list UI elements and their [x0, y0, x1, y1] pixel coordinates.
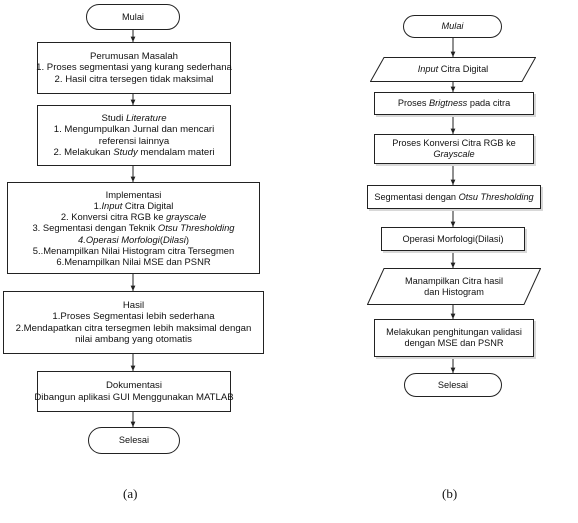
b-convert-label-cont: Grayscale: [433, 149, 475, 159]
a-implementation-item-3: 3. Segmentasi dengan Teknik Otsu Thresholding: [32, 222, 235, 234]
b-brightness-box: [374, 92, 534, 115]
b-segment-label: Segmentasi dengan Otsu Thresholding: [374, 191, 534, 202]
a-implementation-item-1: 1.Input Citra Digital: [93, 200, 174, 212]
b-validate-label: Melakukan penghitungan validasi: [386, 327, 522, 338]
b-start-label: Mulai: [441, 21, 464, 32]
b-convert-label: Proses Konversi Citra RGB ke: [392, 138, 516, 149]
b-brightness-label: Proses Brigtness pada citra: [397, 98, 511, 109]
a-literature-item-2: 2. Melakukan Study mendalam materi: [53, 146, 215, 158]
a-documentation-text: Dibangun aplikasi GUI Menggunakan MATLAB: [34, 391, 234, 403]
b-display-label: Manampilkan Citra hasil: [404, 275, 504, 286]
a-documentation-box: [34, 371, 234, 412]
a-problem-item-2: 2. Hasil citra tersegen tidak maksimal: [54, 73, 214, 85]
b-segment-box: [367, 185, 541, 209]
a-literature-item-1-cont: referensi lainnya: [98, 135, 170, 147]
a-literature-item-1: 1. Mengumpulkan Jurnal dan mencari: [53, 124, 215, 136]
caption-b: (b): [442, 486, 458, 501]
b-input-label: Input Citra Digital: [417, 64, 489, 75]
b-convert-box: [374, 134, 534, 164]
a-implementation-item-4: 4.Operasi Morfologi(Dilasi): [78, 233, 189, 245]
b-end-label: Selesai: [437, 379, 469, 390]
a-implementation-box: [7, 182, 260, 274]
b-input-data-shape: [370, 57, 536, 82]
a-result-item-1: 1.Proses Segmentasi lebih sederhana: [52, 311, 215, 323]
a-implementation-item-5: 5..Menampilkan Nilai Histogram citra Tersegmen: [32, 244, 235, 256]
b-validate-label-cont: dengan MSE dan PSNR: [404, 338, 504, 348]
b-start-terminal: [403, 15, 502, 38]
a-start-label: Mulai: [122, 11, 144, 22]
a-end-label: Selesai: [118, 435, 150, 446]
b-morph-box: [381, 227, 525, 251]
a-literature-box: [37, 105, 231, 166]
b-display-label-cont: dan Histogram: [424, 286, 484, 297]
b-display-data-shape: [367, 268, 541, 305]
a-problem-box: [37, 42, 231, 94]
b-validate-box: [374, 319, 534, 357]
a-end-terminal: [88, 427, 180, 454]
a-result-box: [3, 291, 264, 354]
a-documentation-title: Dokumentasi: [106, 380, 162, 392]
a-problem-item-1: 1. Proses segmentasi yang kurang sederhana: [36, 62, 232, 74]
a-result-title: Hasil: [122, 299, 145, 311]
caption-a: (a): [123, 486, 138, 501]
a-implementation-item-6: 6.Menampilkan Nilai MSE dan PSNR: [56, 255, 211, 267]
b-morph-label: Operasi Morfologi(Dilasi): [402, 233, 504, 244]
a-literature-title: Studi Literature: [101, 112, 167, 124]
a-implementation-title: Implementasi: [105, 189, 162, 201]
b-end-terminal: [404, 373, 502, 397]
a-start-terminal: [86, 4, 180, 30]
a-implementation-item-2: 2. Konversi citra RGB ke grayscale: [60, 211, 207, 223]
a-result-item-2-cont: nilai ambang yang otomatis: [75, 333, 192, 345]
a-result-item-2: 2.Mendapatkan citra tersegmen lebih maksimal dengan: [15, 322, 252, 334]
a-problem-title: Perumusan Masalah: [90, 51, 178, 63]
